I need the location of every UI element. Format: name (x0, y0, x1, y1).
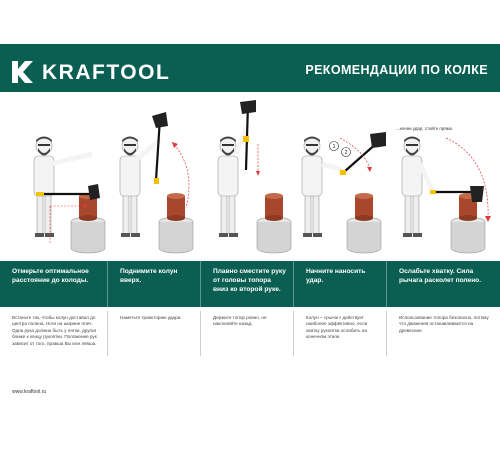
step-title: Начните наносить удар. (306, 268, 366, 284)
step-5-description: Использование топора безопасно, потому что движения останавливаются на древесине. (386, 311, 500, 356)
step-title: Ослабьте хватку. Сила рычага расколет полено. (399, 268, 482, 284)
scene-5-release-grip (396, 126, 491, 253)
step-4-description: Колун – «рычаг» действует наиболее эффективно, если хватку рукоятки ослабить на конечном этапе. (293, 311, 386, 356)
step-title: Поднимите колун вверх. (120, 268, 178, 284)
descriptions-row (0, 311, 500, 356)
website-link[interactable]: www.kraftool.ru (12, 389, 47, 395)
scene-1-measure-distance (34, 137, 105, 254)
step-title: Отмерьте оптимальное расстояние до колоды. (12, 268, 89, 284)
steps-row (0, 261, 500, 307)
step-4 (293, 261, 386, 307)
scene-4-start-swing (302, 132, 386, 253)
logo-text: KRAFTOOL (42, 61, 171, 84)
step-2 (107, 261, 200, 307)
step-2-description: Наметьте траекторию удара. (107, 311, 200, 356)
splitting-illustrations (0, 98, 500, 258)
scene-2-raise-axe (120, 112, 193, 253)
kraftool-logo[interactable] (12, 61, 171, 84)
step-title: Плавно сместите руку от головы топора вниз ко второй руке. (213, 268, 286, 293)
step-3 (200, 261, 293, 307)
step-1-description: Встаньте так, чтобы колун доставал до центра полена. Ноги на ширине плеч. Одна рука должна быть у пятки, другая ближе к концу рукоятки. Положение рук зависит от того, правша Вы или левша. (12, 315, 97, 346)
kraftool-k-icon (12, 61, 36, 83)
step-5 (386, 261, 500, 307)
step-3-description: Держите топор ровно, не наклоняйте назад. (200, 311, 293, 356)
note-text: ...начни удар, стойте прямо. (396, 126, 454, 131)
step-1 (0, 261, 107, 307)
scene-3-slide-hand (218, 100, 291, 253)
page-title: РЕКОМЕНДАЦИИ ПО КОЛКЕ (305, 63, 488, 77)
step-circle-1: 1 (332, 144, 336, 151)
step-circle-2: 2 (344, 150, 348, 157)
